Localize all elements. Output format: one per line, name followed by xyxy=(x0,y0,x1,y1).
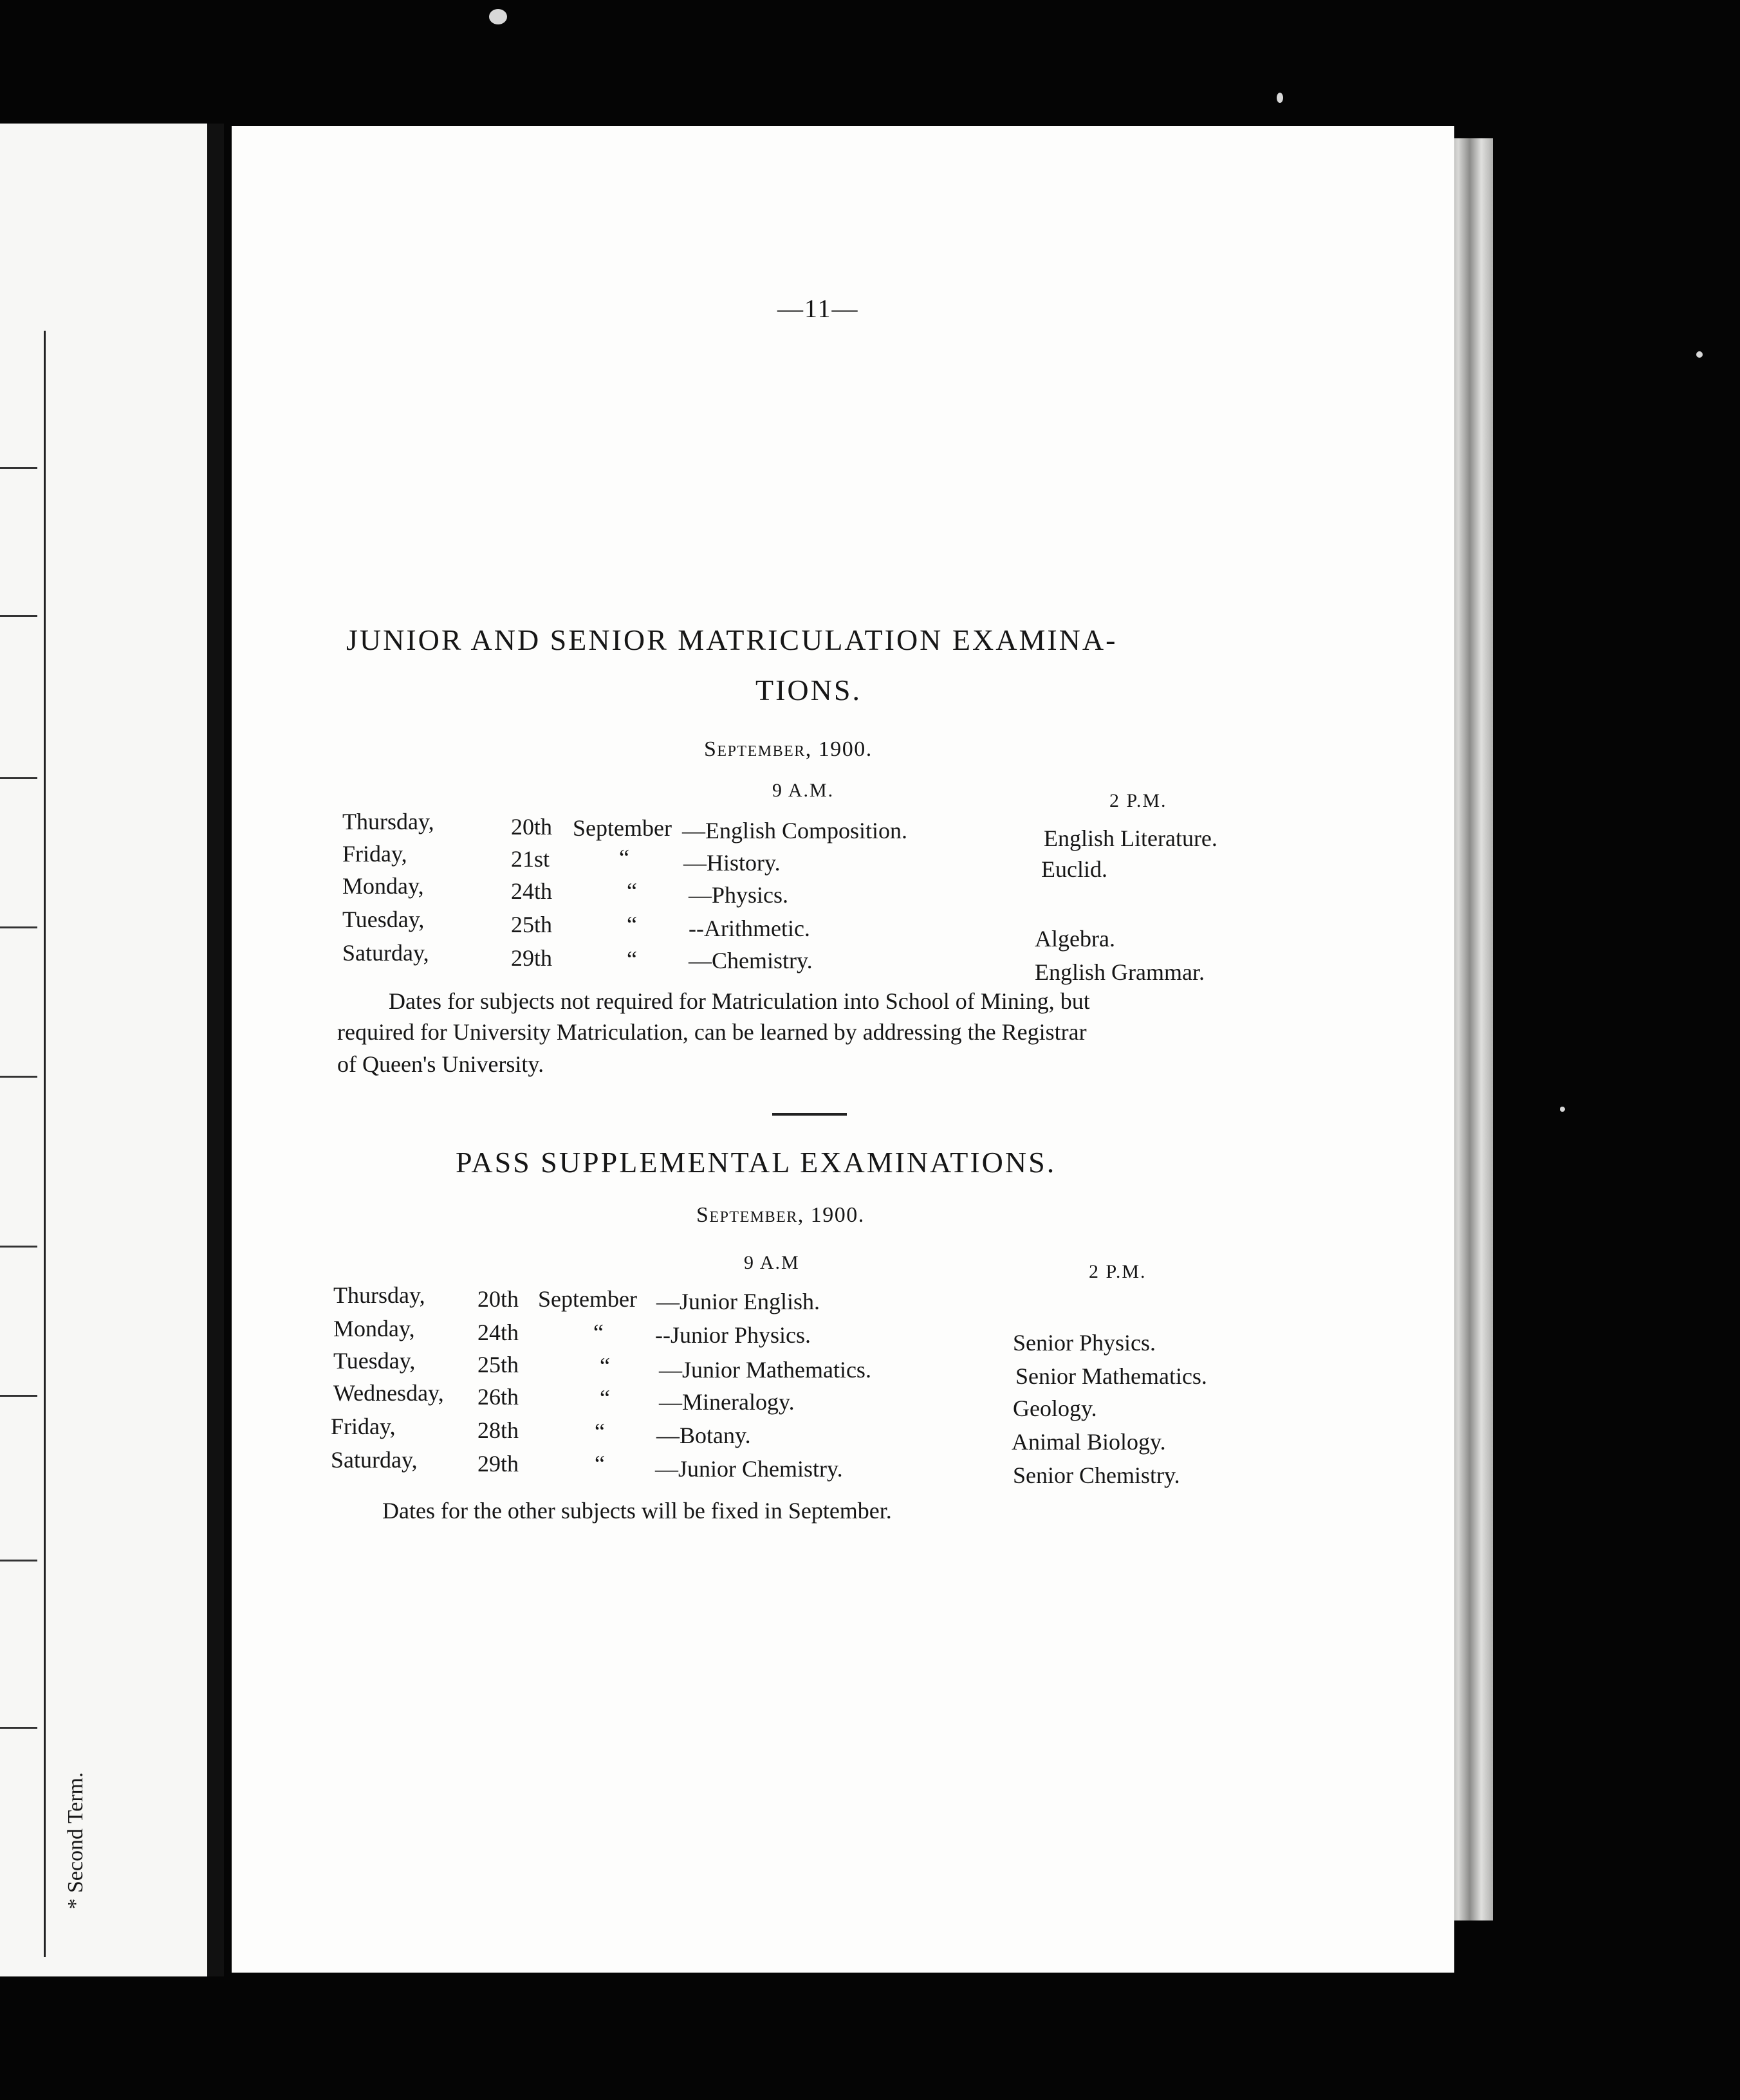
section2-row-am: --Junior Physics. xyxy=(655,1322,811,1348)
section1-row-ditto: “ xyxy=(619,845,629,870)
section1-row-date: 25th xyxy=(511,912,553,937)
left-page-rule xyxy=(0,1246,37,1248)
section2-row-am: —Junior Chemistry. xyxy=(655,1456,843,1482)
section2-row-date: 24th xyxy=(477,1320,519,1345)
left-page-footnote xyxy=(57,1758,88,1925)
section1-row-pm: English Literature. xyxy=(1044,825,1217,851)
section2-row-date: 20th xyxy=(477,1286,519,1312)
section1-col-am: 9 A.M. xyxy=(772,780,835,801)
section2-row-day: Saturday, xyxy=(331,1447,418,1473)
section1-row-date: 21st xyxy=(511,846,550,872)
section1-row-day: Tuesday, xyxy=(342,907,425,932)
section1-note-line2: required for University Matriculation, can be learned by addressing the Registrar xyxy=(337,1019,1087,1045)
section2-date: September, 1900. xyxy=(696,1203,865,1227)
section1-row-am: --Arithmetic. xyxy=(689,916,810,941)
section-divider xyxy=(772,1113,847,1116)
section2-row-date: 25th xyxy=(477,1352,519,1377)
section2-row-am: —Botany. xyxy=(656,1423,751,1448)
section1-row-ditto: “ xyxy=(627,878,637,904)
scan-speck xyxy=(1277,93,1283,103)
left-page-rule xyxy=(0,1395,37,1397)
section2-row-date: 29th xyxy=(477,1451,519,1477)
section1-row-date: 20th xyxy=(511,814,553,840)
section2-row-am: —Junior Mathematics. xyxy=(659,1357,871,1383)
section2-row-date: 26th xyxy=(477,1384,519,1410)
section1-note-line1: Dates for subjects not required for Matriculation into School of Mining, but xyxy=(389,988,1090,1014)
section1-row-date: 29th xyxy=(511,945,553,971)
section2-note: Dates for the other subjects will be fixed in September. xyxy=(382,1498,892,1524)
section2-row-day: Friday, xyxy=(331,1414,396,1439)
section2-row-pm: Animal Biology. xyxy=(1012,1429,1166,1455)
section1-row-pm: Algebra. xyxy=(1035,926,1115,952)
section1-row-pm: English Grammar. xyxy=(1035,959,1205,985)
left-page-rule xyxy=(0,1076,37,1078)
section1-title-line1: JUNIOR AND SENIOR MATRICULATION EXAMINA- xyxy=(346,623,1118,656)
left-page-rule xyxy=(0,1727,37,1729)
book-spine xyxy=(207,124,224,1976)
section1-row-day: Friday, xyxy=(342,841,407,867)
scan-speck xyxy=(1560,1107,1565,1112)
section2-row-ditto: “ xyxy=(600,1353,610,1379)
scan-speck xyxy=(1696,351,1703,358)
section1-date: September, 1900. xyxy=(704,737,873,761)
section2-row-ditto: “ xyxy=(595,1451,605,1477)
left-page-rule xyxy=(0,777,37,779)
left-page-vertical-rule xyxy=(44,331,46,1957)
section1-row-am: —Physics. xyxy=(689,882,789,908)
section1-row-day: Thursday, xyxy=(342,809,434,834)
section2-title: PASS SUPPLEMENTAL EXAMINATIONS. xyxy=(456,1146,1057,1179)
section2-row-date: 28th xyxy=(477,1417,519,1443)
page-number: —11— xyxy=(777,294,859,323)
section2-row-am: —Junior English. xyxy=(656,1289,820,1314)
left-page-rule xyxy=(0,926,37,928)
section1-row-date: 24th xyxy=(511,878,553,904)
section2-row-pm: Senior Mathematics. xyxy=(1015,1363,1207,1389)
section1-row-ditto: “ xyxy=(627,946,637,972)
section2-row-day: Tuesday, xyxy=(333,1348,416,1374)
scan-speck xyxy=(489,9,507,24)
section1-row-ditto: “ xyxy=(627,912,637,937)
left-page-rule xyxy=(0,467,37,469)
section2-col-am: 9 A.M xyxy=(744,1252,800,1273)
section1-row-am: —History. xyxy=(683,850,781,876)
left-page-rule xyxy=(0,615,37,617)
section1-row-am: —English Composition. xyxy=(682,818,908,843)
section2-row-am: —Mineralogy. xyxy=(659,1389,795,1415)
section2-row-pm: Geology. xyxy=(1013,1395,1097,1421)
section2-row-ditto: “ xyxy=(593,1320,604,1345)
section2-row-month: September xyxy=(538,1286,637,1312)
section2-row-day: Thursday, xyxy=(333,1282,425,1308)
section1-row-am: —Chemistry. xyxy=(689,948,813,973)
section2-col-pm: 2 P.M. xyxy=(1089,1261,1147,1282)
section2-row-ditto: “ xyxy=(600,1385,610,1411)
left-page-fragment xyxy=(0,124,212,1976)
footnote-text: * Second Term. xyxy=(64,1772,88,1910)
section2-row-day: Wednesday, xyxy=(333,1380,444,1406)
left-page-rule xyxy=(0,1560,37,1561)
section2-row-pm: Senior Physics. xyxy=(1013,1330,1156,1356)
section1-title-line2: TIONS. xyxy=(755,674,862,706)
section1-col-pm: 2 P.M. xyxy=(1109,790,1167,811)
section2-row-ditto: “ xyxy=(595,1419,605,1444)
section1-row-pm: Euclid. xyxy=(1041,856,1107,882)
section1-row-month: September xyxy=(573,815,672,841)
section1-note-line3: of Queen's University. xyxy=(337,1051,544,1077)
section2-row-day: Monday, xyxy=(333,1316,415,1341)
section2-row-pm: Senior Chemistry. xyxy=(1013,1462,1180,1488)
section1-row-day: Monday, xyxy=(342,873,424,899)
section1-row-day: Saturday, xyxy=(342,940,429,966)
